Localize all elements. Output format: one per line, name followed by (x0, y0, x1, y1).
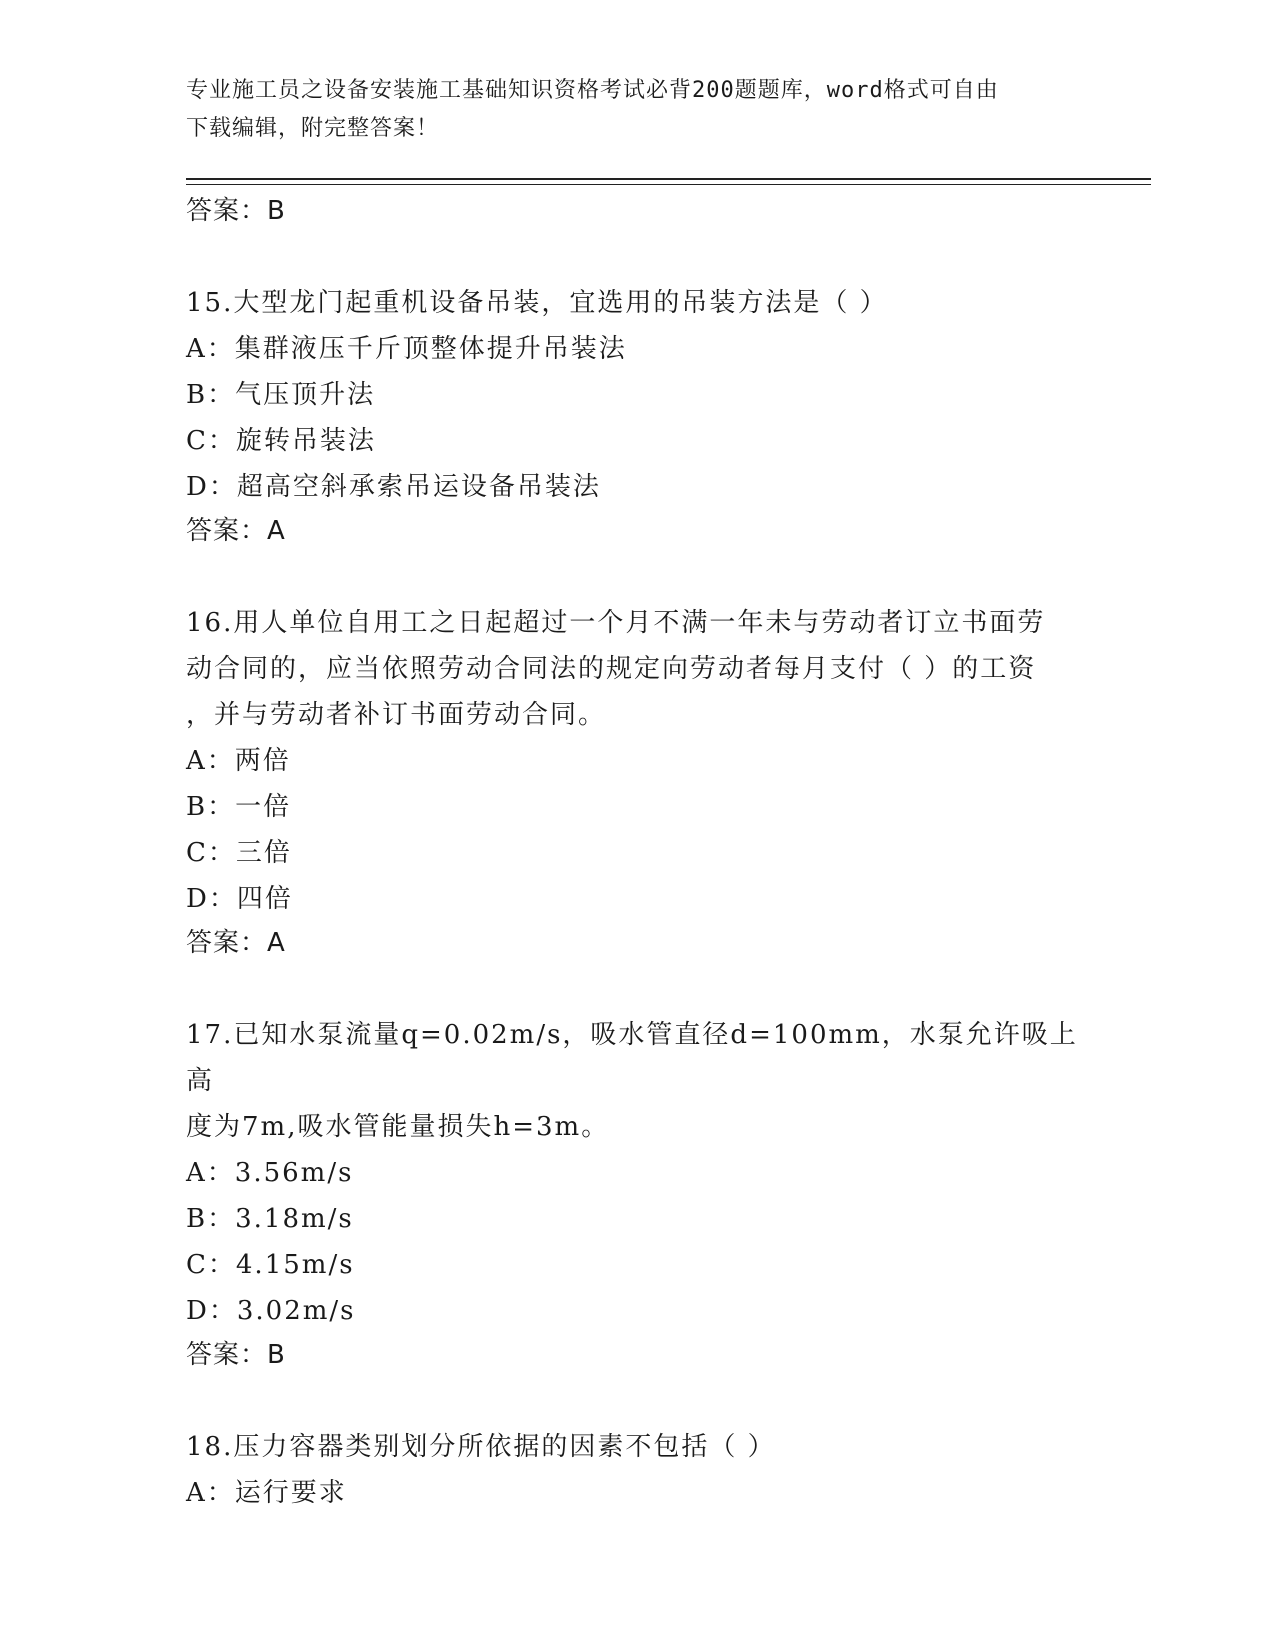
question-16-text-line-1: 16.用人单位自用工之日起超过一个月不满一年未与劳动者订立书面劳 (186, 608, 1046, 638)
question-16-option-c: C：三倍 (186, 838, 292, 868)
answer-q17: 答案：B (186, 1340, 286, 1370)
question-17-text-line-2: 度为7m,吸水管能量损失h=3m。 (186, 1112, 610, 1142)
header-line-2: 下载编辑，附完整答案！ (186, 116, 440, 141)
question-15-option-c: C：旋转吊装法 (186, 426, 376, 456)
question-18-option-a: A：运行要求 (186, 1478, 347, 1508)
question-18-text: 18.压力容器类别划分所依据的因素不包括（ ） (186, 1432, 776, 1462)
question-16-option-a: A：两倍 (186, 746, 291, 776)
answer-q15: 答案：A (186, 516, 286, 546)
question-content (186, 190, 1086, 1516)
question-15-text: 15.大型龙门起重机设备吊装，宜选用的吊装方法是（ ） (186, 288, 888, 318)
question-17-option-b: B：3.18m/s (186, 1204, 354, 1234)
question-17-option-c: C：4.15m/s (186, 1250, 355, 1280)
question-16-option-d: D：四倍 (186, 884, 293, 914)
header-line-1: 专业施工员之设备安装施工基础知识资格考试必背200题题库，word格式可自由 (186, 78, 999, 103)
header-divider-thin (186, 184, 1151, 185)
question-16-text-line-3: ，并与劳动者补订书面劳动合同。 (186, 700, 607, 730)
question-15-option-b: B：气压顶升法 (186, 380, 376, 410)
answer-q16: 答案：A (186, 928, 286, 958)
question-15 (186, 280, 1086, 510)
question-17-option-a: A：3.56m/s (186, 1158, 354, 1188)
question-17-text-line-1: 17.已知水泵流量q=0.02m/s，吸水管直径d=100mm，水泵允许吸上高 (186, 1020, 1078, 1096)
question-15-option-a: A：集群液压千斤顶整体提升吊装法 (186, 334, 627, 364)
question-16 (186, 600, 1086, 922)
question-15-option-d: D：超高空斜承索吊运设备吊装法 (186, 472, 601, 502)
question-17 (186, 1012, 1086, 1334)
document-header (186, 72, 1066, 148)
question-16-option-b: B：一倍 (186, 792, 292, 822)
question-16-text-line-2: 动合同的，应当依照劳动合同法的规定向劳动者每月支付（ ）的工资 (186, 654, 1037, 684)
question-17-option-d: D：3.02m/s (186, 1296, 356, 1326)
question-18 (186, 1424, 1086, 1516)
header-divider-thick (186, 178, 1151, 180)
answer-q14: 答案：B (186, 196, 286, 226)
